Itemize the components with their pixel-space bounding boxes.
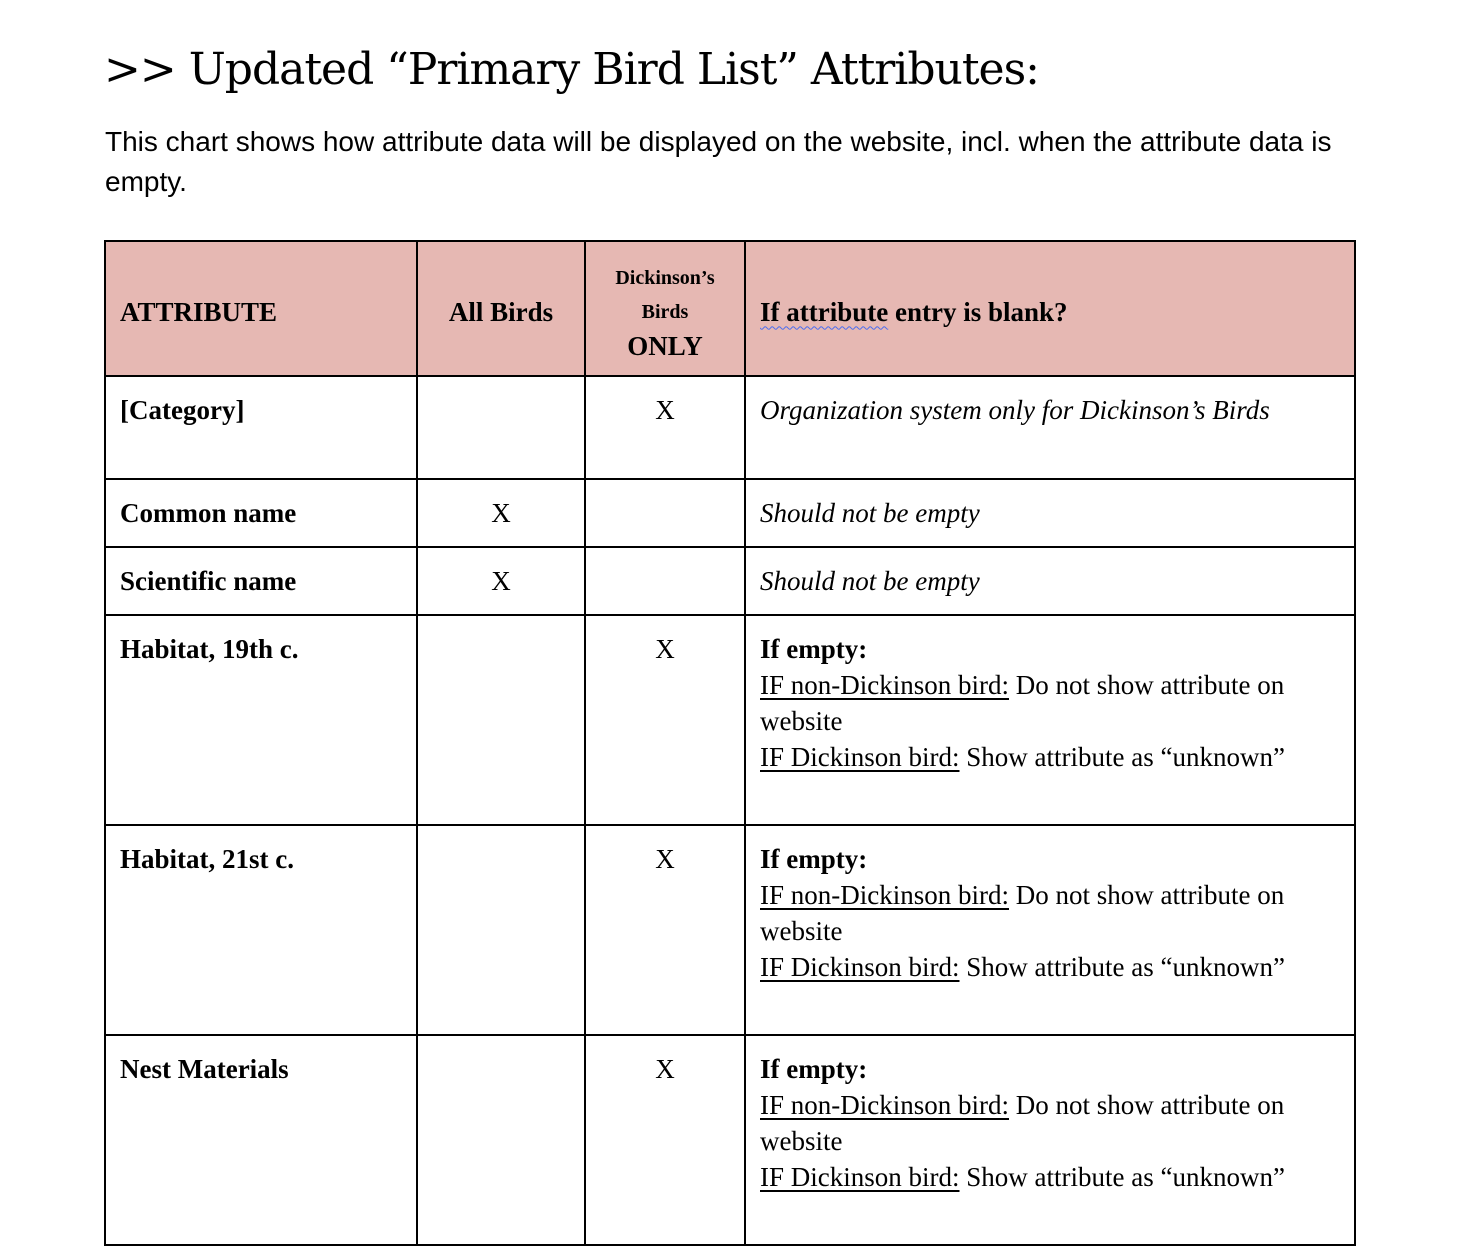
- dickinson-label: IF Dickinson bird:: [760, 742, 960, 772]
- note-non-dickinson: [760, 1087, 1340, 1159]
- all-birds-mark: X: [417, 479, 585, 547]
- note-dickinson: [760, 739, 1340, 775]
- intro-paragraph: This chart shows how attribute data will be displayed on the website, incl. when the attribute data is empty.: [105, 126, 1332, 197]
- table-header-row: [105, 241, 1355, 376]
- dickinson-only-mark: X: [585, 615, 745, 825]
- dickinson-only-mark: X: [585, 825, 745, 1035]
- all-birds-mark: [417, 376, 585, 479]
- attribute-name: Habitat, 21st c.: [105, 825, 417, 1035]
- attribute-name: Habitat, 19th c.: [105, 615, 417, 825]
- table-row: [105, 615, 1355, 825]
- dickinson-only-mark: X: [585, 1035, 745, 1245]
- non-dickinson-label: IF non-Dickinson bird:: [760, 670, 1009, 700]
- dickinson-label: IF Dickinson bird:: [760, 1162, 960, 1192]
- note-non-dickinson: [760, 667, 1340, 739]
- non-dickinson-label: IF non-Dickinson bird:: [760, 1090, 1009, 1120]
- dickinson-only-mark: X: [585, 376, 745, 479]
- dickinson-label: IF Dickinson bird:: [760, 952, 960, 982]
- table-row: [105, 1035, 1355, 1245]
- all-birds-mark: X: [417, 547, 585, 615]
- table-row: [105, 547, 1355, 615]
- blank-note: Organization system only for Dickinson’s Birds: [745, 376, 1355, 479]
- dickinson-only-mark: [585, 547, 745, 615]
- non-dickinson-text: Do not show attribute on website: [760, 670, 1285, 736]
- blank-note: [745, 825, 1355, 1035]
- header-all-birds: All Birds: [417, 241, 585, 376]
- header-dickinson-line1: Dickinson’s: [615, 266, 715, 289]
- header-dickinson-line2: Birds: [641, 300, 689, 323]
- table-row: [105, 376, 1355, 479]
- blank-note: Should not be empty: [745, 479, 1355, 547]
- dickinson-only-mark: [585, 479, 745, 547]
- attribute-name: Scientific name: [105, 547, 417, 615]
- table-row: [105, 479, 1355, 547]
- header-dickinson-line3: ONLY: [627, 330, 703, 361]
- blank-note: Should not be empty: [745, 547, 1355, 615]
- blank-note: [745, 615, 1355, 825]
- document-title: >> Updated “Primary Bird List” Attributes:: [104, 44, 1040, 95]
- note-heading: If empty:: [760, 634, 868, 664]
- note-non-dickinson: [760, 877, 1340, 949]
- non-dickinson-text: Do not show attribute on website: [760, 880, 1285, 946]
- table-row: [105, 825, 1355, 1035]
- all-birds-mark: [417, 825, 585, 1035]
- header-attribute: ATTRIBUTE: [105, 241, 417, 376]
- note-dickinson: [760, 1159, 1340, 1195]
- attribute-name: [Category]: [105, 376, 417, 479]
- all-birds-mark: [417, 1035, 585, 1245]
- note-heading: If empty:: [760, 1054, 868, 1084]
- attribute-name: Common name: [105, 479, 417, 547]
- all-birds-mark: [417, 615, 585, 825]
- blank-note: [745, 1035, 1355, 1245]
- attribute-name: Nest Materials: [105, 1035, 417, 1245]
- header-if-blank-rest: entry is blank?: [888, 296, 1068, 327]
- note-dickinson: [760, 949, 1340, 985]
- header-dickinson-only: [585, 241, 745, 376]
- non-dickinson-label: IF non-Dickinson bird:: [760, 880, 1009, 910]
- header-if-blank: [745, 241, 1355, 376]
- non-dickinson-text: Do not show attribute on website: [760, 1090, 1285, 1156]
- dickinson-text: Show attribute as “unknown”: [959, 742, 1285, 772]
- dickinson-text: Show attribute as “unknown”: [959, 1162, 1285, 1192]
- dickinson-text: Show attribute as “unknown”: [959, 952, 1285, 982]
- note-heading: If empty:: [760, 844, 868, 874]
- header-if-blank-spellcheck: If attribute: [760, 296, 889, 327]
- attributes-table: [104, 240, 1356, 1246]
